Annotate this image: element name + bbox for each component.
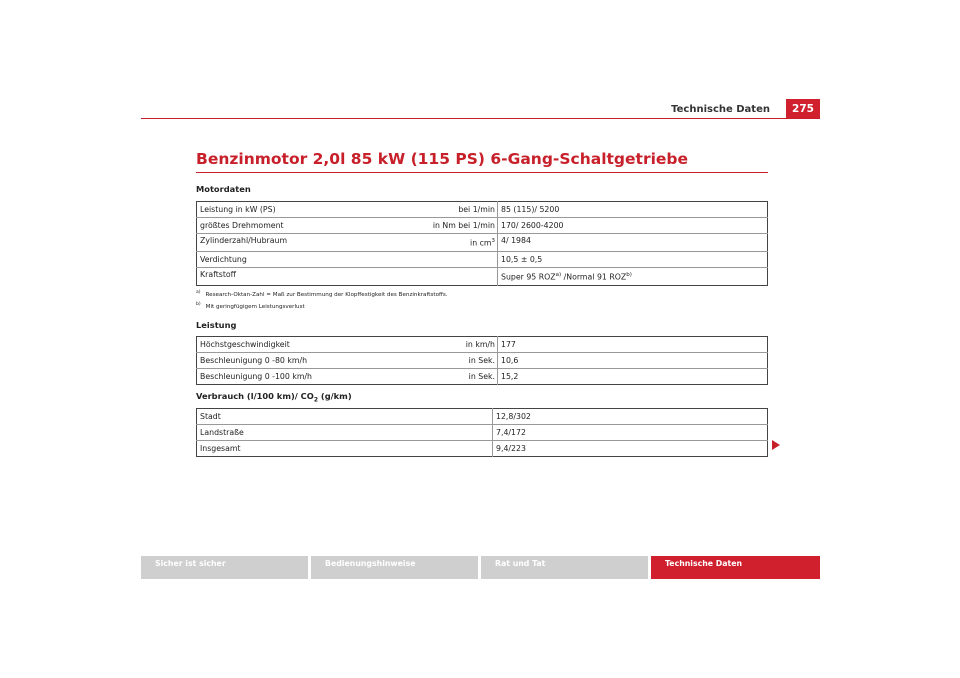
row-value: 170/ 2600-4200 <box>498 218 768 234</box>
value-text-mid: /Normal 91 ROZ <box>561 272 627 282</box>
leistung-table <box>196 336 768 385</box>
footnote-b-text: Mit geringfügigem Leistungsverlust <box>205 303 305 310</box>
footnote-a <box>196 288 448 300</box>
row-unit <box>412 252 498 268</box>
row-value: 9,4/223 <box>496 444 526 453</box>
row-label: Zylinderzahl/Hubraum <box>197 234 413 252</box>
row-value: 7,4/172 <box>493 425 768 441</box>
verbrauch-table <box>196 408 768 457</box>
table-row <box>197 409 768 425</box>
row-label: Beschleunigung 0 -80 km/h <box>197 353 413 369</box>
page-number: 275 <box>786 99 820 119</box>
table-row <box>197 369 768 385</box>
footnote-a-text: Research-Oktan-Zahl = Maß zur Bestimmung der Klopffestigkeit des Benzinkraftstoffs. <box>205 291 448 298</box>
row-unit <box>412 234 498 252</box>
leistung-heading: Leistung <box>196 320 237 330</box>
row-value: 15,2 <box>501 372 519 381</box>
verbrauch-heading <box>196 391 352 404</box>
row-value: 85 (115)/ 5200 <box>498 202 768 218</box>
row-unit: in km/h <box>412 337 498 353</box>
verbrauch-heading-sub: 2 <box>313 396 319 404</box>
row-value: 10,6 <box>498 353 768 369</box>
motordaten-heading: Motordaten <box>196 184 251 194</box>
row-label: Stadt <box>197 409 493 425</box>
footer-tab-technische-daten[interactable]: Technische Daten <box>651 556 820 579</box>
table-row <box>197 441 768 457</box>
row-label: größtes Drehmoment <box>197 218 413 234</box>
table-row <box>197 218 768 234</box>
row-value: 177 <box>498 337 768 353</box>
row-label: Insgesamt <box>197 441 493 457</box>
footer-tab-bedienungshinweise[interactable]: Bedienungshinweise <box>311 556 478 579</box>
header-rule <box>141 118 820 119</box>
table-row <box>197 268 768 286</box>
table-row <box>197 337 768 353</box>
row-label: Landstraße <box>197 425 493 441</box>
footnote-a-mark: a) <box>196 290 201 295</box>
row-label: Verdichtung <box>197 252 413 268</box>
table-row <box>197 252 768 268</box>
table-row <box>197 234 768 252</box>
row-unit: in Sek. <box>412 369 498 385</box>
row-label: Leistung in kW (PS) <box>197 202 413 218</box>
row-unit: in Nm bei 1/min <box>412 218 498 234</box>
footnote-ref-a: a) <box>555 271 562 278</box>
footnotes <box>196 288 448 312</box>
running-header-title: Technische Daten <box>671 104 770 115</box>
next-page-arrow-icon[interactable] <box>772 440 780 450</box>
motordaten-table <box>196 201 768 286</box>
footer-tab-rat-und-tat[interactable]: Rat und Tat <box>481 556 648 579</box>
row-unit: bei 1/min <box>412 202 498 218</box>
row-value: 4/ 1984 <box>498 234 768 252</box>
unit-superscript: 3 <box>491 237 495 244</box>
page-title: Benzinmotor 2,0l 85 kW (115 PS) 6-Gang-Schaltgetriebe <box>196 150 689 168</box>
row-value: 10,5 ± 0,5 <box>498 252 768 268</box>
table-row <box>197 202 768 218</box>
row-unit <box>412 268 498 286</box>
unit-text: in cm <box>470 238 492 248</box>
verbrauch-heading-post: (g/km) <box>318 391 352 401</box>
row-label: Kraftstoff <box>200 270 237 279</box>
row-value: 12,8/302 <box>493 409 768 425</box>
row-label: Beschleunigung 0 -100 km/h <box>200 372 313 381</box>
row-label: Höchstgeschwindigkeit <box>197 337 413 353</box>
footnote-b-mark: b) <box>196 301 201 307</box>
row-value <box>498 268 768 286</box>
footer-tab-sicher-ist-sicher[interactable]: Sicher ist sicher <box>141 556 308 579</box>
verbrauch-heading-pre: Verbrauch (l/100 km)/ CO <box>196 391 314 401</box>
value-text: Super 95 ROZ <box>501 272 556 282</box>
row-unit: in Sek. <box>412 353 498 369</box>
footnote-b <box>196 300 448 312</box>
title-rule <box>196 172 768 173</box>
table-row <box>197 425 768 441</box>
table-row <box>197 353 768 369</box>
footnote-ref-b: b) <box>626 271 632 278</box>
